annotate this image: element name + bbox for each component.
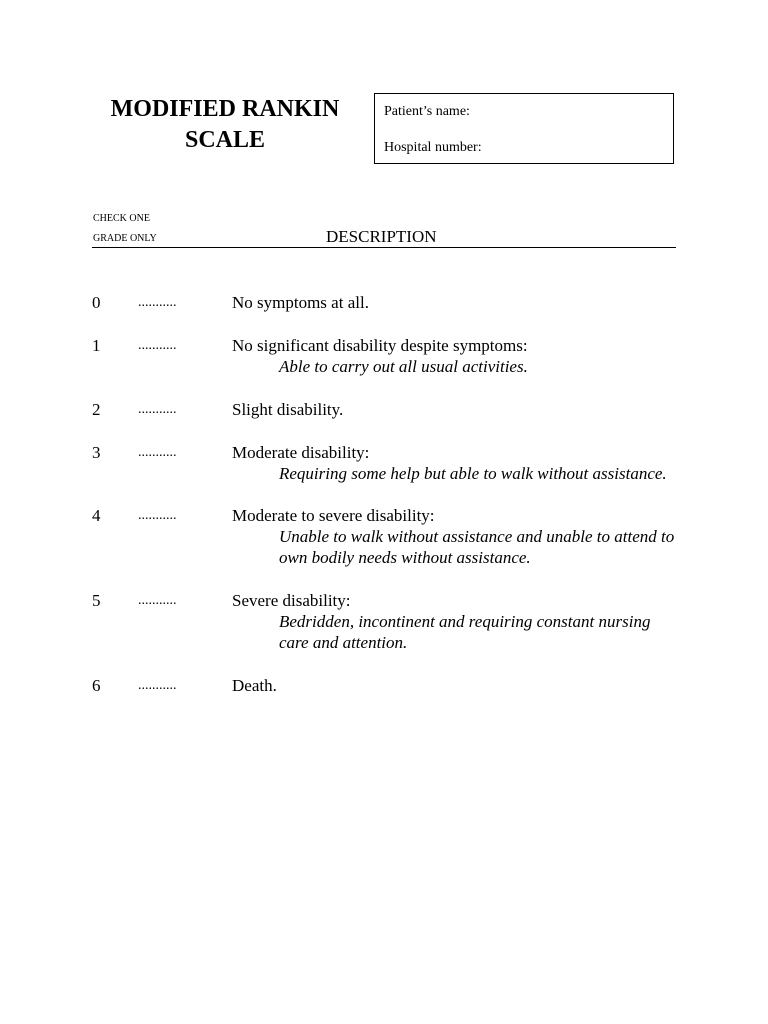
description-heading: DESCRIPTION xyxy=(326,227,437,246)
grade-number: 6 xyxy=(92,676,101,695)
check-one-label: CHECK ONE xyxy=(93,213,150,224)
patient-info-box xyxy=(374,93,674,164)
grade-label: No symptoms at all. xyxy=(232,293,369,312)
grade-label: Severe disability: xyxy=(232,591,351,610)
header-divider xyxy=(92,247,676,248)
grade-number: 4 xyxy=(92,506,101,525)
grade-number: 1 xyxy=(92,336,101,355)
grade-checkbox-dots[interactable]: ........... xyxy=(138,593,177,608)
title-line-1: MODIFIED RANKIN xyxy=(110,96,340,122)
grade-label: Death. xyxy=(232,676,277,695)
title-line-2: SCALE xyxy=(184,127,266,153)
grade-only-label: GRADE ONLY xyxy=(93,233,157,244)
grade-checkbox-dots[interactable]: ........... xyxy=(138,402,177,417)
grade-checkbox-dots[interactable]: ........... xyxy=(138,338,177,353)
grade-checkbox-dots[interactable]: ........... xyxy=(138,678,177,693)
grade-checkbox-dots[interactable]: ........... xyxy=(138,508,177,523)
grade-detail: Bedridden, incontinent and requiring constant nursing care and attention. xyxy=(279,612,651,652)
grade-label: Moderate disability: xyxy=(232,443,370,462)
grade-detail: Requiring some help but able to walk without assistance. xyxy=(279,464,667,483)
grade-checkbox-dots[interactable]: ........... xyxy=(138,295,177,310)
grade-number: 5 xyxy=(92,591,101,610)
grade-detail: Unable to walk without assistance and unable to attend to own bodily needs without assistance. xyxy=(279,527,675,567)
grade-number: 3 xyxy=(92,443,101,462)
grade-checkbox-dots[interactable]: ........... xyxy=(138,445,177,460)
grade-label: No significant disability despite symptoms: xyxy=(232,336,528,355)
grade-label: Slight disability. xyxy=(232,400,344,419)
grade-number: 2 xyxy=(92,400,101,419)
grade-label: Moderate to severe disability: xyxy=(232,506,435,525)
hospital-number-label: Hospital number: xyxy=(384,140,482,155)
grade-number: 0 xyxy=(92,293,101,312)
patient-name-label: Patient’s name: xyxy=(384,104,470,119)
page-title xyxy=(92,94,358,156)
grade-detail: Able to carry out all usual activities. xyxy=(279,357,528,376)
